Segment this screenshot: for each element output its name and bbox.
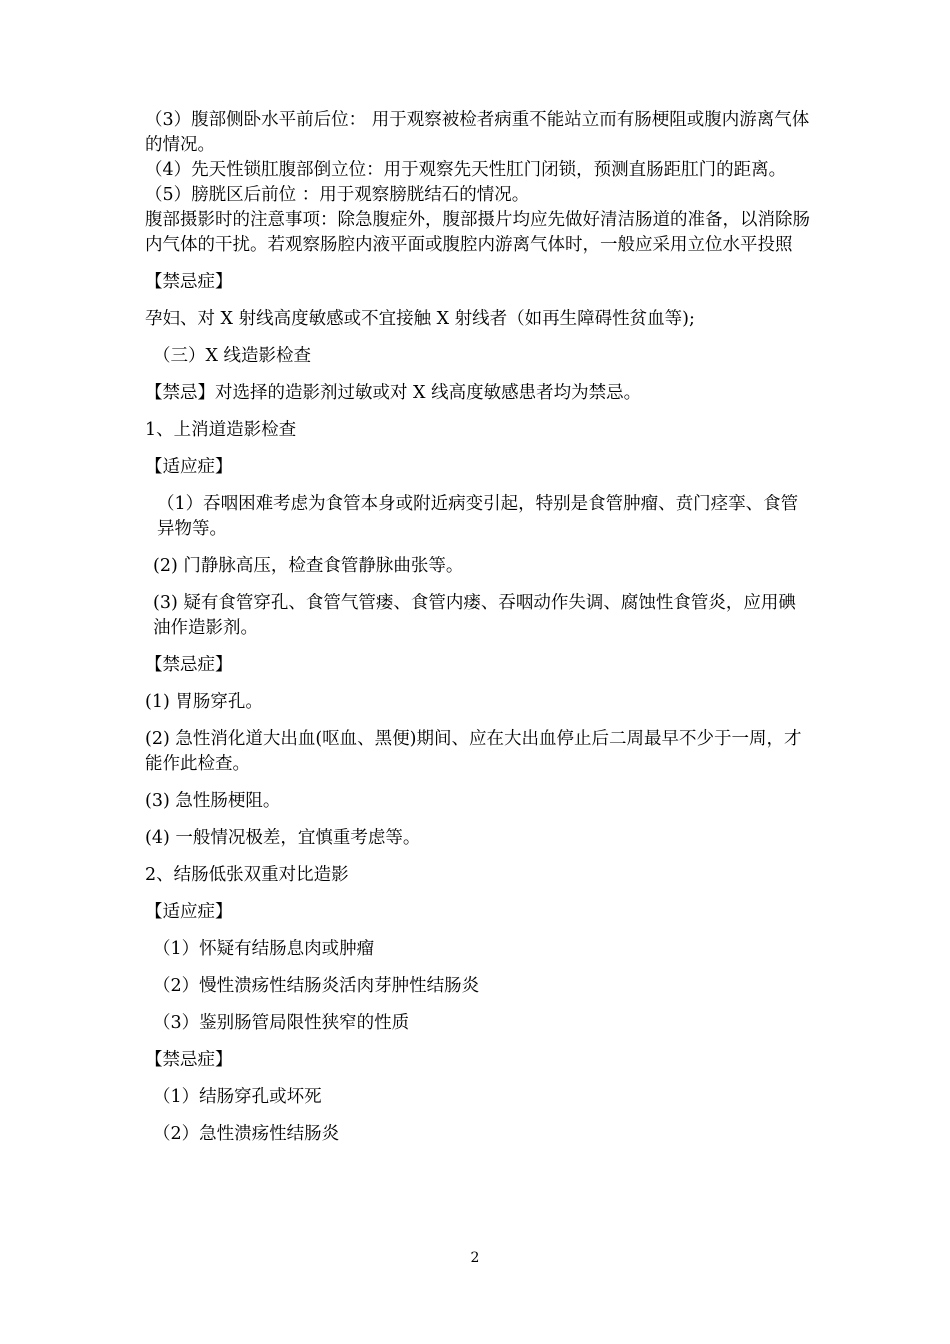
paragraph-contrast-contraindication: 【禁忌】对选择的造影剂过敏或对 X 线高度敏感患者均为禁忌。 <box>145 383 642 403</box>
heading-contraindications: 【禁忌症】 <box>145 1050 233 1070</box>
list-item: (4) 一般情况极差，宜慎重考虑等。 <box>145 828 421 848</box>
list-item: (3) 疑有食管穿孔、食管气管瘘、食管内瘘、吞咽动作失调、腐蚀性食管炎，应用碘油作造影剂。 <box>153 593 796 638</box>
paragraph-xray-contraindication: 孕妇、对 X 射线高度敏感或不宜接触 X 射线者（如再生障碍性贫血等); <box>145 309 695 329</box>
heading-indications: 【适应症】 <box>145 902 233 922</box>
list-item: (2) 急性消化道大出血(呕血、黑便)期间、应在大出血停止后二周最早不少于一周，才能作此检查。 <box>145 729 802 774</box>
list-item: （2）慢性溃疡性结肠炎活肉芽肿性结肠炎 <box>153 976 480 996</box>
paragraph-lateral-decubitus: （3）腹部侧卧水平前后位： 用于观察被检者病重不能站立而有肠梗阻或腹内游离气体的情况。 <box>145 110 810 155</box>
heading-indications: 【适应症】 <box>145 457 233 477</box>
heading-upper-gi: 1、上消道造影检查 <box>145 420 297 440</box>
paragraph-abdominal-notes: 腹部摄影时的注意事项：除急腹症外，腹部摄片均应先做好清洁肠道的准备，以消除肠内气体的干扰。若观察肠腔内液平面或腹腔内游离气体时，一般应采用立位水平投照 <box>145 210 810 255</box>
list-item: (2) 门静脉高压，检查食管静脉曲张等。 <box>153 556 464 576</box>
paragraph-inverted-position: （4）先天性锁肛腹部倒立位：用于观察先天性肛门闭锁，预测直肠距肛门的距离。 <box>145 160 787 180</box>
heading-contraindications: 【禁忌症】 <box>145 655 233 675</box>
list-item: （2）急性溃疡性结肠炎 <box>153 1124 340 1144</box>
heading-colon-contrast: 2、结肠低张双重对比造影 <box>145 865 349 885</box>
page-number: 2 <box>470 1250 480 1266</box>
list-item: （1）吞咽困难考虑为食管本身或附近病变引起，特别是食管肿瘤、贲门痉挛、食管异物等。 <box>157 494 799 539</box>
heading-contraindications: 【禁忌症】 <box>145 272 233 292</box>
list-item: （3）鉴别肠管局限性狭窄的性质 <box>153 1013 410 1033</box>
paragraph-bladder-view: （5）膀胱区后前位 ：用于观察膀胱结石的情况。 <box>145 185 530 205</box>
list-item: （1）怀疑有结肠息肉或肿瘤 <box>153 939 375 959</box>
document-body <box>145 108 813 1147</box>
list-item: (1) 胃肠穿孔。 <box>145 692 263 712</box>
list-item: （1）结肠穿孔或坏死 <box>153 1087 322 1107</box>
heading-contrast-exam: （三）X 线造影检查 <box>153 346 312 366</box>
list-item: (3) 急性肠梗阻。 <box>145 791 281 811</box>
